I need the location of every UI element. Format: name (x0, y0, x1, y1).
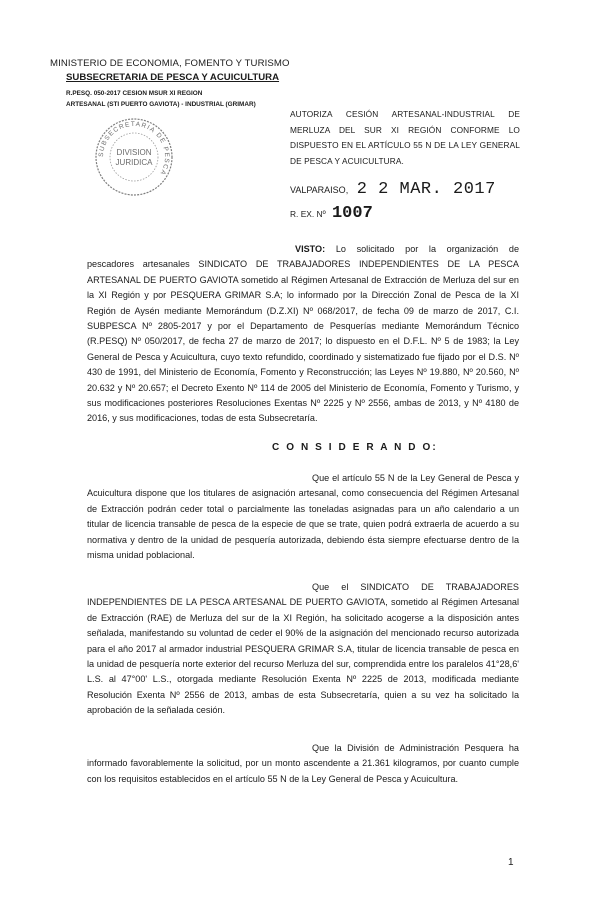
reference-line-2: ARTESANAL (STI PUERTO GAVIOTA) - INDUSTRIAL (GRIMAR) (66, 101, 256, 108)
division-juridica-stamp (94, 117, 174, 197)
stamp-center-line-2: JURIDICA (115, 158, 153, 167)
visto-text: Lo solicitado por la organización de pescadores artesanales SINDICATO DE TRABAJADORES INDEPENDIENTES DE LA PESCA ARTESANAL DE PUERTO GAVIOTA sometido al Régimen Artesanal de Extracción de Merluza del sur en la XI Región y por PESQUERA GRIMAR S.A; lo informado por la Dirección Zonal de Pesca de la XI Región de Aysén mediante Memorándum (D.Z.XI) Nº 068/2017, de fecha 09 de marzo de 2017, C.I. SUBPESCA Nº 2805-2017 y por el Departamento de Pesquerías mediante Memorándum Técnico (R.PESQ) Nº 050/2017, de fecha 27 de marzo de 2017; lo dispuesto en el D.F.L. Nº 5 de 1983; la Ley General de Pesca y Acuicultura, cuyo texto refundido, coordinado y sistematizado fue fijado por el D.S. Nº 430 de 1991, del Ministerio de Economía, Fomento y Reconstrucción; las Leyes Nº 19.880, Nº 20.560, Nº 20.632 y Nº 20.657; el Decreto Exento Nº 114 de 2005 del Ministerio de Economía, Fomento y Turismo, y sus modificaciones posteriores Resoluciones Exentas Nº 2225 y Nº 2556, ambas de 2013, y Nº 4180 de 2016, y sus modificaciones, todas de esta Subsecretaría. (87, 244, 519, 424)
reference-line: R.PESQ. 050-2017 CESION MSUR XI REGION (66, 90, 203, 97)
page-number: 1 (508, 857, 514, 868)
rex-number: 1007 (331, 204, 373, 223)
considerando-1-text: Que el artículo 55 N de la Ley General de Pesca y Acuicultura dispone que los titulares de asignación artesanal, como consecuencia del Régimen Artesanal de Extracción podrán ceder total o parcialmente las toneladas asignadas para un año calendario a un titular de licencia transable de pesca de la especie de que se trate, quien podrá extraerla de acuerdo a su normativa y dentro de la unidad de pesquería autorizada, debiendo ésta siempre efectuarse dentro de la misma unidad poblacional. (87, 473, 519, 561)
rex-label: R. EX. Nº (290, 209, 326, 219)
ministry-name: MINISTERIO DE ECONOMIA, FOMENTO Y TURISMO (50, 58, 290, 69)
subsecretaria-name: SUBSECRETARIA DE PESCA Y ACUICULTURA (66, 72, 280, 83)
considerando-paragraph-2 (87, 580, 519, 719)
considerando-heading: C O N S I D E R A N D O: (272, 442, 438, 453)
visto-paragraph (87, 242, 519, 427)
stamp-center-line-1: DIVISION (116, 148, 152, 157)
resolution-summary: AUTORIZA CESIÓN ARTESANAL-INDUSTRIAL DE MERLUZA DEL SUR XI REGIÓN CONFORME LO DISPUESTO EN EL ARTÍCULO 55 N DE LA LEY GENERAL DE PESCA Y ACUICULTURA. (290, 109, 520, 166)
stamp-ring-text: SUBSECRETARIA DE PESCA (97, 120, 171, 177)
date-stamp: 2 2 MAR. 2017 (356, 180, 496, 199)
place-date-line (290, 180, 496, 199)
considerando-paragraph-3 (87, 741, 519, 787)
resolution-number-line (290, 204, 373, 223)
visto-label: VISTO: (295, 244, 326, 254)
place-label: VALPARAISO, (290, 185, 349, 195)
considerando-3-text: Que la División de Administración Pesquera ha informado favorablemente la solicitud, por un monto ascendente a 21.361 kilogramos, por cuanto cumple con los requisitos establecidos en el artículo 55 N de la Ley General de Pesca y Acuicultura. (87, 743, 519, 784)
considerando-2-text: Que el SINDICATO DE TRABAJADORES INDEPENDIENTES DE LA PESCA ARTESANAL DE PUERTO GAVIOTA, sometido al Régimen Artesanal de Extracción (RAE) de Merluza del sur de la XI Región, ha solicitado acogerse a la disposición antes señalada, manifestando su voluntad de ceder el 90% de la asignación del mencionado recurso autorizada para el año 2017 al armador industrial PESQUERA GRIMAR S.A, titular de licencia transable de pesca en la unidad de pesquería norte exterior del recurso Merluza del sur, comprendida entre los paralelos 41°28,6' L.S. al 47°00' L.S., otorgada mediante Resolución Exenta Nº 2225 de 2013, modificada mediante Resolución Exenta Nº 2556 de 2013, ambas de esta Subsecretaría, quien a su vez ha solicitado la aprobación de la señalada cesión. (87, 582, 519, 716)
considerando-paragraph-1 (87, 471, 519, 563)
